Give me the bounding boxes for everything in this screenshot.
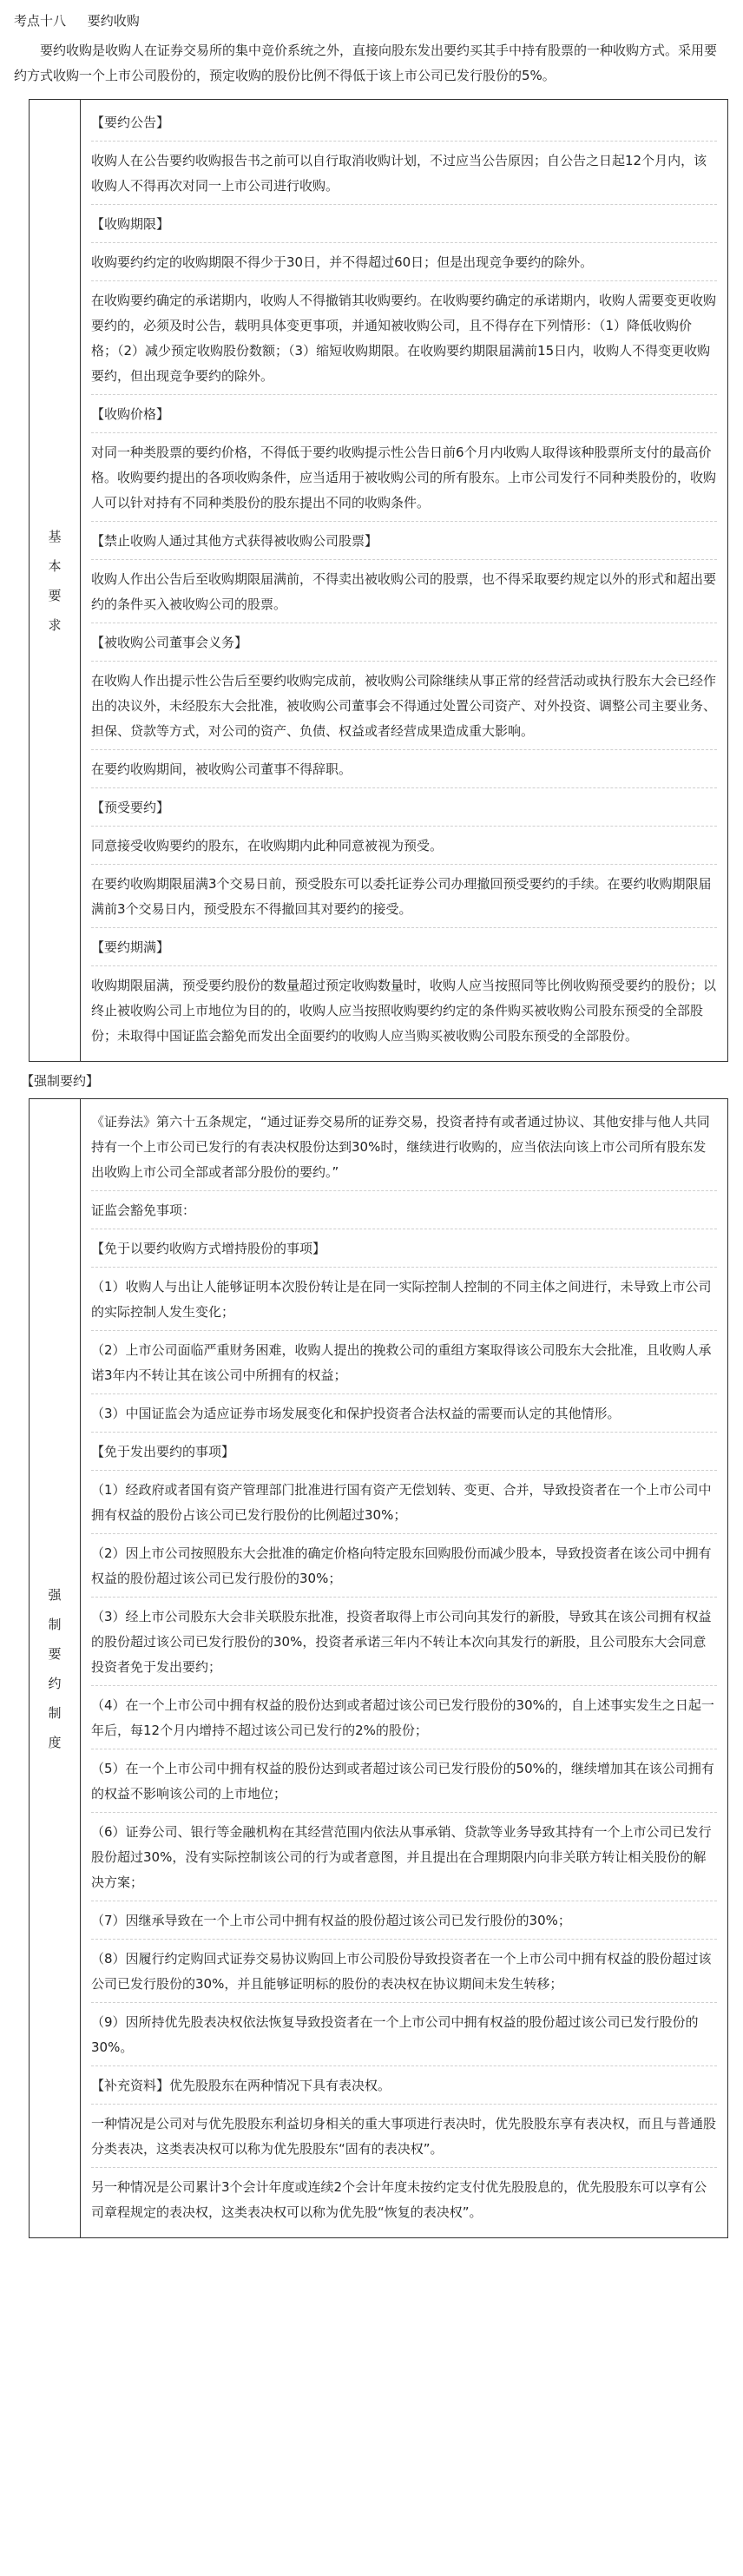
text-row: 一种情况是公司对与优先股股东利益切身相关的重大事项进行表决时，优先股股东享有表决权，而且与普通股分类表决，这类表决权可以称为优先股股东“固有的表决权”。: [91, 2105, 717, 2168]
text-row: 《证券法》第六十五条规定，“通过证券交易所的证券交易，投资者持有或者通过协议、其他安排与他人共同持有一个上市公司已发行的有表决权股份达到30%时，继续进行收购的，应当依法向该上市公司所有股东发出收购上市公司全部或者部分股份的要约。”: [91, 1103, 717, 1191]
text-row: 收购人作出公告后至收购期限届满前，不得卖出被收购公司的股票，也不得采取要约规定以外的形式和超出要约的条件买入被收购公司的股票。: [91, 560, 717, 623]
text-row: 在要约收购期间，被收购公司董事不得辞职。: [91, 750, 717, 788]
list-item: （5）在一个上市公司中拥有权益的股份达到或者超过该公司已发行股份的50%的，继续增加其在该公司拥有的权益不影响该公司的上市地位；: [91, 1749, 717, 1813]
subheading-exemption-offer: 【免于发出要约的事项】: [91, 1433, 717, 1471]
subheading-prohibition: 【禁止收购人通过其他方式获得被收购公司股票】: [91, 522, 717, 560]
text-row: 在收购人作出提示性公告后至要约收购完成前，被收购公司除继续从事正常的经营活动或执行股东大会已经作出的决议外，未经股东大会批准，被收购公司董事会不得通过处置公司资产、对外投资、调整公司主要业务、担保、贷款等方式，对公司的资产、负债、权益或者经营成果造成重大影响。: [91, 662, 717, 750]
forced-offer-body: [81, 1099, 728, 2238]
text-row: 收购人在公告要约收购报告书之前可以自行取消收购计划，不过应当公告原因；自公告之日起12个月内，该收购人不得再次对同一上市公司进行收购。: [91, 142, 717, 205]
subheading-announcement: 【要约公告】: [91, 103, 717, 142]
text-row: 证监会豁免事项：: [91, 1191, 717, 1229]
text-row: 收购要约约定的收购期限不得少于30日，并不得超过60日；但是出现竞争要约的除外。: [91, 243, 717, 281]
basic-requirements-table: [29, 99, 728, 1062]
subheading-expiry: 【要约期满】: [91, 928, 717, 966]
basic-requirements-body: [81, 100, 728, 1062]
list-item: （6）证券公司、银行等金融机构在其经营范围内依法从事承销、贷款等业务导致其持有一个上市公司已发行股份超过30%，没有实际控制该公司的行为或者意图，并且提出在合理期限内向非关联方转让相关股份的解决方案；: [91, 1813, 717, 1901]
subheading-period: 【收购期限】: [91, 205, 717, 243]
list-item: （3）中国证监会为适应证券市场发展变化和保护投资者合法权益的需要而认定的其他情形。: [91, 1394, 717, 1433]
subheading-pre-acceptance: 【预受要约】: [91, 788, 717, 827]
forced-offer-label: 强 制 要 约 制 度: [30, 1099, 81, 2238]
list-item: （8）因履行约定购回式证券交易协议购回上市公司股份导致投资者在一个上市公司中拥有权益的股份超过该公司已发行股份的30%，并且能够证明标的股份的表决权在协议期间未发生转移；: [91, 1940, 717, 2003]
intro-paragraph: 要约收购是收购人在证券交易所的集中竞价系统之外，直接向股东发出要约买其手中持有股票的一种收购方式。采用要约方式收购一个上市公司股份的，预定收购的股份比例不得低于该上市公司已发行股份的5%。: [14, 43, 718, 83]
text-row: 在收购要约确定的承诺期内，收购人不得撤销其收购要约。在收购要约确定的承诺期内，收购人需要变更收购要约的，必须及时公告，载明具体变更事项，并通知被收购公司，且不得存在下列情形：（1）降低收购价格；（2）减少预定收购股份数额；（3）缩短收购期限。在收购要约期限届满前15日内，收购人不得变更收购要约，但出现竞争要约的除外。: [91, 281, 717, 395]
forced-offer-title: 【强制要约】: [21, 1073, 100, 1089]
list-item: （7）因继承导致在一个上市公司中拥有权益的股份超过该公司已发行股份的30%；: [91, 1901, 717, 1940]
list-item: （3）经上市公司股东大会非关联股东批准，投资者取得上市公司向其发行的新股，导致其在该公司拥有权益的股份超过该公司已发行股份的30%，投资者承诺三年内不转让本次向其发行的新股，且公司股东大会同意投资者免于发出要约；: [91, 1598, 717, 1686]
list-item: （4）在一个上市公司中拥有权益的股份达到或者超过该公司已发行股份的30%的，自上述事实发生之日起一年后，每12个月内增持不超过该公司已发行的2%的股份；: [91, 1686, 717, 1749]
list-item: （2）上市公司面临严重财务困难，收购人提出的挽救公司的重组方案取得该公司股东大会批准，且收购人承诺3年内不转让其在该公司中所拥有的权益；: [91, 1331, 717, 1394]
text-row: 对同一种类股票的要约价格，不得低于要约收购提示性公告日前6个月内收购人取得该种股票所支付的最高价格。收购要约提出的各项收购条件，应当适用于被收购公司的所有股东。上市公司发行不同种类股份的，收购人可以针对持有不同种类股份的股东提出不同的收购条件。: [91, 433, 717, 522]
forced-offer-table: [29, 1098, 728, 2238]
list-item: （2）因上市公司按照股东大会批准的确定价格向特定股东回购股份而减少股本，导致投资者在该公司中拥有权益的股份超过该公司已发行股份的30%；: [91, 1534, 717, 1598]
subheading-exemption-increase: 【免于以要约收购方式增持股份的事项】: [91, 1229, 717, 1268]
subheading-supplement: 【补充资料】优先股股东在两种情况下具有表决权。: [91, 2066, 717, 2105]
subheading-price: 【收购价格】: [91, 395, 717, 433]
list-item: （9）因所持优先股表决权依法恢复导致投资者在一个上市公司中拥有权益的股份超过该公司已发行股份的30%。: [91, 2003, 717, 2066]
basic-requirements-label: 基 本 要 求: [30, 100, 81, 1062]
text-row: 在要约收购期限届满3个交易日前，预受股东可以委托证券公司办理撤回预受要约的手续。在要约收购期限届满前3个交易日内，预受股东不得撤回其对要约的接受。: [91, 865, 717, 928]
section-number: 考点十八: [14, 13, 67, 29]
section-title: 要约收购: [87, 13, 140, 29]
text-row: 收购期限届满，预受要约股份的数量超过预定收购数量时，收购人应当按照同等比例收购预受要约的股份；以终止被收购公司上市地位为目的的，收购人应当按照收购要约约定的条件购买被收购公司股东预受的全部股份；未取得中国证监会豁免而发出全面要约的收购人应当购买被收购公司股东预受的全部股份。: [91, 978, 717, 1044]
section-header: [14, 7, 729, 35]
list-item: （1）经政府或者国有资产管理部门批准进行国有资产无偿划转、变更、合并，导致投资者在一个上市公司中拥有权益的股份占该公司已发行股份的比例超过30%；: [91, 1471, 717, 1534]
list-item: （1）收购人与出让人能够证明本次股份转让是在同一实际控制人控制的不同主体之间进行，未导致上市公司的实际控制人发生变化；: [91, 1268, 717, 1331]
text-row: 同意接受收购要约的股东，在收购期内此种同意被视为预受。: [91, 827, 717, 865]
text-row: 另一种情况是公司累计3个会计年度或连续2个会计年度未按约定支付优先股股息的，优先股股东可以享有公司章程规定的表决权，这类表决权可以称为优先股“恢复的表决权”。: [91, 2179, 707, 2220]
subheading-board-duty: 【被收购公司董事会义务】: [91, 623, 717, 662]
